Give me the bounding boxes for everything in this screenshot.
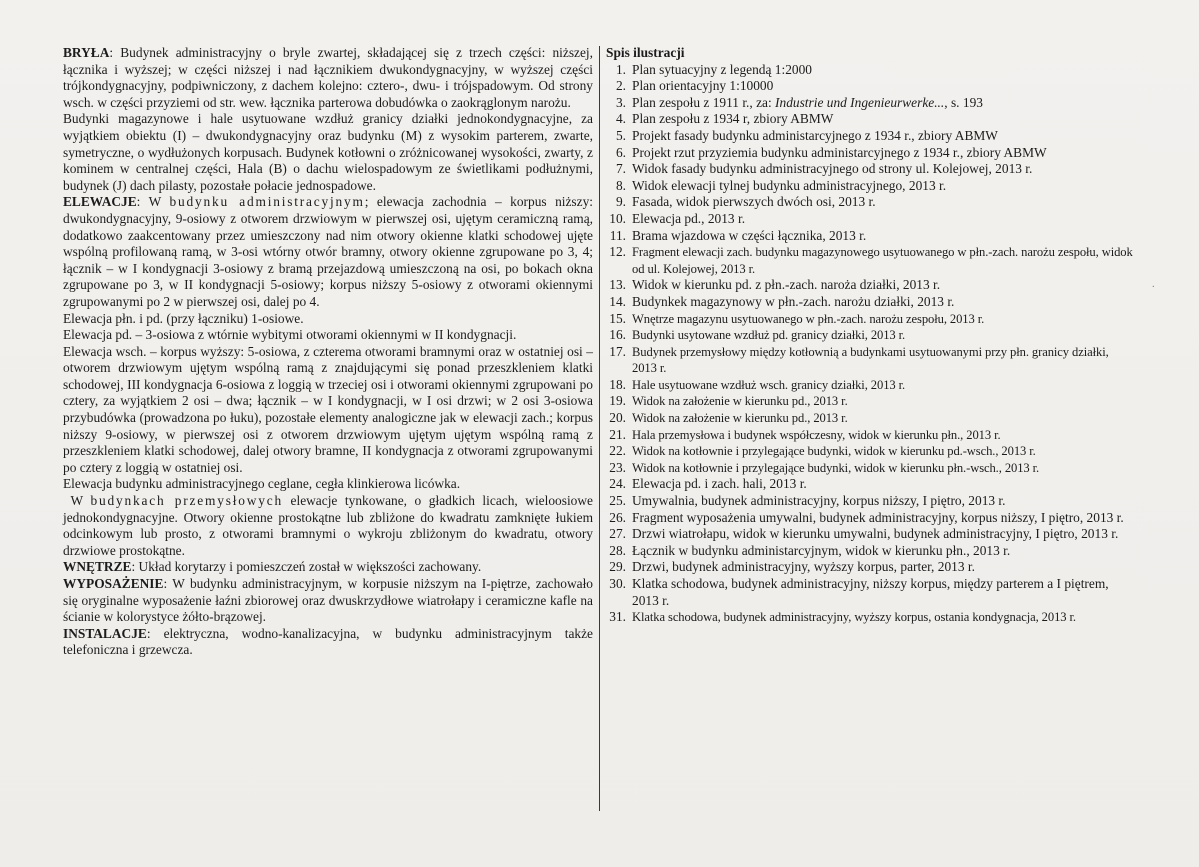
illustration-text-italic: Industrie und Ingenieurwerke... xyxy=(775,94,945,110)
illustration-item xyxy=(606,476,1136,493)
illustration-item xyxy=(606,493,1136,510)
illustration-number: 27. xyxy=(609,526,626,542)
illustration-item xyxy=(606,111,1136,128)
illustration-text: Elewacja pd., 2013 r. xyxy=(632,210,746,226)
illustration-item xyxy=(606,277,1136,294)
illustration-number: 25. xyxy=(609,493,626,509)
column-divider xyxy=(599,46,600,811)
illustration-text: Budynki usytowane wzdłuż pd. granicy działki, 2013 r. xyxy=(632,328,906,343)
illustration-number: 1. xyxy=(615,61,626,77)
instalacje-text: : elektryczna, wodno-kanalizacyjna, w budynku administracyjnym także telefoniczna i grzewcza. xyxy=(63,625,593,658)
illustration-text: Widok elewacji tylnej budynku administracyjnego, 2013 r. xyxy=(632,177,947,193)
illustration-text: Hale usytuowane wzdłuż wsch. granicy działki, 2013 r. xyxy=(632,377,906,392)
illustration-number: 22. xyxy=(609,443,626,459)
illustration-item xyxy=(606,576,1136,609)
illustration-item xyxy=(606,95,1136,112)
illustrations-list xyxy=(606,62,1136,626)
illustration-text: Elewacja pd. i zach. hali, 2013 r. xyxy=(632,476,807,492)
illustration-item xyxy=(606,327,1136,344)
illustration-number: 6. xyxy=(615,144,626,160)
illustration-item xyxy=(606,311,1136,328)
illustration-item xyxy=(606,62,1136,79)
illustration-item xyxy=(606,294,1136,311)
illustration-number: 15. xyxy=(609,310,626,326)
heading-wnetrze: WNĘTRZE xyxy=(63,559,132,575)
wnetrze-text: : Układ korytarzy i pomieszczeń został w większości zachowany. xyxy=(131,559,482,575)
illustration-text: Drzwi, budynek administracyjny, wyższy korpus, parter, 2013 r. xyxy=(632,559,975,575)
illustration-item xyxy=(606,410,1136,427)
illustration-number: 19. xyxy=(609,393,626,409)
elewacje-text: ; elewacja zachodnia – korpus niższy: dwukondygnacyjny, 9-osiowy z otworem drzwiowym w pierwszej osi, ujętym ceramiczną ramą, dodatkowo zaakcentowany przez umieszczony nad nim otwory okienne klatki schodowej ujęte wspólną profilowaną ramą, w 3-osi wtórny otwór bramny, otwory okienne zgrupowane po 3, 4; łącznik – w I kondygnacji 3-osiowy z bramą przejazdową umieszczoną na osi, po bokach okna zgrupowane po 3, w II kondygnacji 5-osiowy; korpus niższy 5-osiowy z otworami okiennymi zgrupowanymi po 2 w pierwszej osi, dalej po 4. xyxy=(63,194,593,309)
illustration-number: 10. xyxy=(609,210,626,226)
illustration-item xyxy=(606,460,1136,477)
illustration-item xyxy=(606,194,1136,211)
illustration-number: 16. xyxy=(609,327,626,343)
illustration-text: Budynkek magazynowy w płn.-zach. narożu działki, 2013 r. xyxy=(632,293,955,309)
illustration-number: 28. xyxy=(609,542,626,558)
paragraph-elewacja-ceglane: Elewacja budynku administracyjnego ceglane, cegła klinkierowa licówka. xyxy=(63,476,461,492)
przemyslowe-spaced: budynkach przemysłowych xyxy=(90,493,283,509)
illustration-text: Wnętrze magazynu usytuowanego w płn.-zach. narożu zespołu, 2013 r. xyxy=(632,311,985,326)
illustration-number: 9. xyxy=(615,194,626,210)
illustration-number: 7. xyxy=(615,161,626,177)
illustration-number: 3. xyxy=(615,94,626,110)
paragraph-magazyny: Budynki magazynowe i hale usytuowane wzdłuż granicy działki jednokondygnacyjne, za wyjątkiem obiektu (I) – dwukondygnacyjny oraz budynku (M) z wysokim parterem, zwarte, symetryczne, o wydłużonych korpusach. Budynek kotłowni o zróżnicowanej wysokości, zwarty, z kominem w centralnej części, Hala (B) o dachu wielospadowym ze świetlikami podłużnymi, budynek (J) dach pilasty, pozostałe połacie jednospadowe. xyxy=(63,111,593,193)
illustration-item xyxy=(606,510,1136,527)
paragraph-elewacje xyxy=(63,194,593,310)
illustration-text: Plan orientacyjny 1:10000 xyxy=(632,78,774,94)
illustration-number: 2. xyxy=(615,78,626,94)
illustration-text: Projekt fasady budynku administarcyjnego z 1934 r., zbiory ABMW xyxy=(632,127,998,143)
illustration-text: Fasada, widok pierwszych dwóch osi, 2013 r. xyxy=(632,194,876,210)
illustration-number: 30. xyxy=(609,576,626,591)
illustration-item xyxy=(606,228,1136,245)
illustration-number: 11. xyxy=(609,227,626,243)
illustration-text: Fragment wyposażenia umywalni, budynek administracyjny, korpus niższy, I piętro, 2013 r. xyxy=(632,509,1124,525)
illustration-item xyxy=(606,393,1136,410)
heading-instalacje: INSTALACJE xyxy=(63,625,147,641)
illustration-text: Plan sytuacyjny z legendą 1:2000 xyxy=(632,61,812,77)
illustration-text: Projekt rzut przyziemia budynku administarcyjnego z 1934 r., zbiory ABMW xyxy=(632,144,1047,160)
illustration-text: Widok na kotłownie i przylegające budynki, widok w kierunku płn.-wsch., 2013 r. xyxy=(632,460,1040,475)
paragraph-elewacja-pd: Elewacja pd. – 3-osiowa z wtórnie wybitymi otworami okiennymi w II kondygnacji. xyxy=(63,327,517,343)
przemyslowe-pre: W xyxy=(70,493,91,509)
illustration-item xyxy=(606,178,1136,195)
wyposazenie-text: : W budynku administracyjnym, w korpusie niższym na I-piętrze, zachowało się oryginalne wyposażenie łaźni zbiorowej oraz dwuskrzydłowe wiatrołapy i ceramiczne kafle na ścianie w kolorystyce żółto-brązowej. xyxy=(63,576,593,625)
illustration-item xyxy=(606,244,1136,277)
illustration-number: 14. xyxy=(609,293,626,309)
bryla-text: : Budynek administracyjny o bryle zwartej, składającej się z trzech części: niższej, łącznika i wyższej; w części niższej i nad łącznikiem dwukondygnacyjny, w wyższej części trójkondygnacyjny, podpiwniczony, z dachem kolejno: cztero-, dwu- i trójspadowym. Od strony wsch. w części przyziemi od str. wew. łącznika parterowa dobudówka o zaokrąglonym narożu. xyxy=(63,45,593,110)
illustration-number: 13. xyxy=(609,277,626,293)
illustration-number: 18. xyxy=(609,376,626,392)
illustration-text: Drzwi wiatrołapu, widok w kierunku umywalni, budynek administracyjny, I piętro, 2013 r. xyxy=(632,526,1119,542)
illustration-item xyxy=(606,543,1136,560)
illustration-text: Widok na założenie w kierunku pd., 2013 r. xyxy=(632,411,848,426)
description-column xyxy=(63,45,593,659)
heading-bryla: BRYŁA xyxy=(63,45,110,60)
illustration-text-post: , s. 193 xyxy=(944,94,983,110)
paper-speck: · xyxy=(1151,282,1155,293)
illustration-item xyxy=(606,609,1136,626)
illustration-item xyxy=(606,145,1136,162)
illustrations-column xyxy=(606,45,1136,626)
illustration-number: 23. xyxy=(609,459,626,475)
illustration-text xyxy=(632,95,1136,112)
paragraph-elewacja-pln: Elewacja płn. i pd. (przy łączniku) 1-osiowe. xyxy=(63,310,304,326)
illustration-item xyxy=(606,526,1136,543)
illustration-text: Widok fasady budynku administracyjnego od strony ul. Kolejowej, 2013 r. xyxy=(632,161,1033,177)
illustration-number: 24. xyxy=(609,476,626,492)
illustration-text: Brama wjazdowa w części łącznika, 2013 r. xyxy=(632,227,867,243)
illustration-item xyxy=(606,559,1136,576)
illustration-item xyxy=(606,128,1136,145)
illustration-item xyxy=(606,377,1136,394)
illustration-number: 21. xyxy=(609,426,626,442)
illustration-text: Łącznik w budynku administarcyjnym, widok w kierunku płn., 2013 r. xyxy=(632,542,1011,558)
illustration-number: 4. xyxy=(615,111,626,127)
paragraph-przemyslowe xyxy=(63,493,593,559)
illustration-item xyxy=(606,443,1136,460)
illustration-text: Umywalnia, budynek administracyjny, korpus niższy, I piętro, 2013 r. xyxy=(632,493,1006,509)
przemyslowe-text: elewacje tynkowane, o gładkich licach, wieloosiowe jednokondygnacyjne. Otwory okienne prostokątne lub zbliżone do kwadratu zamknięte łukiem odcinkowym lub prosto, z otworami bramnymi o wykroju zbliżonym do kwadratu, otwory drzwiowe prostokątne. xyxy=(63,493,593,558)
heading-wyposazenie: WYPOSAŻENIE xyxy=(63,576,164,591)
illustration-text: Plan zespołu z 1934 r, zbiory ABMW xyxy=(632,111,834,127)
illustration-number: 20. xyxy=(609,410,626,426)
illustration-number: 8. xyxy=(615,177,626,193)
illustration-text-pre: Plan zespołu z 1911 r., za: xyxy=(632,94,776,110)
elewacje-spaced: budynku administracyjnym xyxy=(169,194,365,210)
illustration-item xyxy=(606,427,1136,444)
illustration-item xyxy=(606,344,1136,377)
illustration-text: Klatka schodowa, budynek administracyjny, wyższy korpus, ostania kondygnacja, 2013 r. xyxy=(632,610,1076,625)
illustration-number: 26. xyxy=(609,509,626,525)
illustration-text: Klatka schodowa, budynek administracyjny, niższy korpus, między parterem a I piętrem, 2013 r. xyxy=(632,576,1109,608)
illustrations-title: Spis ilustracji xyxy=(606,45,685,60)
illustration-item xyxy=(606,161,1136,178)
paragraph-elewacja-wsch: Elewacja wsch. – korpus wyższy: 5-osiowa, z czterema otworami bramnymi oraz w ostatniej osi – otworem drzwiowym ujętym wspólną ramą z znajdującymi się ponad przeszkleniem klatki schodowej, III kondygnacja 6-osiowa z loggią w trzeciej osi i otworami okiennymi zgrupowani po cztery, za wyjątkiem 2 osi – dwa; łącznik – w I kondygnacji, w I osi drzwi; w 2 osi 3-osiowa przybudówka (prowadzona po łuku), pozostałe elementy analogiczne jak w elewacji zach.; korpus niższy 9-osiowy, w pierwszej osi z otworem drzwiowym ujętym ujętym wspólną ramą z przeszkleniem klatki schodowej, dalej otwory bramne, II kondygnacja z otworami zgrupowanymi po cztery z loggią w ostatniej osi. xyxy=(63,343,593,475)
paragraph-instalacje xyxy=(63,626,593,659)
illustration-number: 5. xyxy=(615,127,626,143)
illustration-number: 31. xyxy=(609,609,626,625)
paragraph-wnetrze xyxy=(63,559,593,576)
illustration-item xyxy=(606,211,1136,228)
illustration-number: 12. xyxy=(609,244,626,260)
illustration-text: Fragment elewacji zach. budynku magazynowego usytuowanego w płn.-zach. narożu zespołu, widok od ul. Kolejowej, 2013 r. xyxy=(632,245,1133,276)
elewacje-pre: : W xyxy=(136,194,170,210)
illustration-text: Hala przemysłowa i budynek współczesny, widok w kierunku płn., 2013 r. xyxy=(632,427,1001,442)
illustration-text: Budynek przemysłowy między kotłownią a budynkami usytuowanymi przy płn. granicy działki, 2013 r. xyxy=(632,344,1109,376)
illustration-text: Widok na kotłownie i przylegające budynki, widok w kierunku pd.-wsch., 2013 r. xyxy=(632,444,1036,459)
illustration-text: Widok na założenie w kierunku pd., 2013 r. xyxy=(632,394,848,409)
heading-elewacje: ELEWACJE xyxy=(63,194,137,210)
illustration-item xyxy=(606,78,1136,95)
illustration-number: 29. xyxy=(609,559,626,575)
paragraph-bryla xyxy=(63,45,593,111)
illustration-number: 17. xyxy=(609,343,626,359)
paragraph-wyposazenie xyxy=(63,576,593,626)
illustration-text: Widok w kierunku pd. z płn.-zach. naroża działki, 2013 r. xyxy=(632,277,941,293)
